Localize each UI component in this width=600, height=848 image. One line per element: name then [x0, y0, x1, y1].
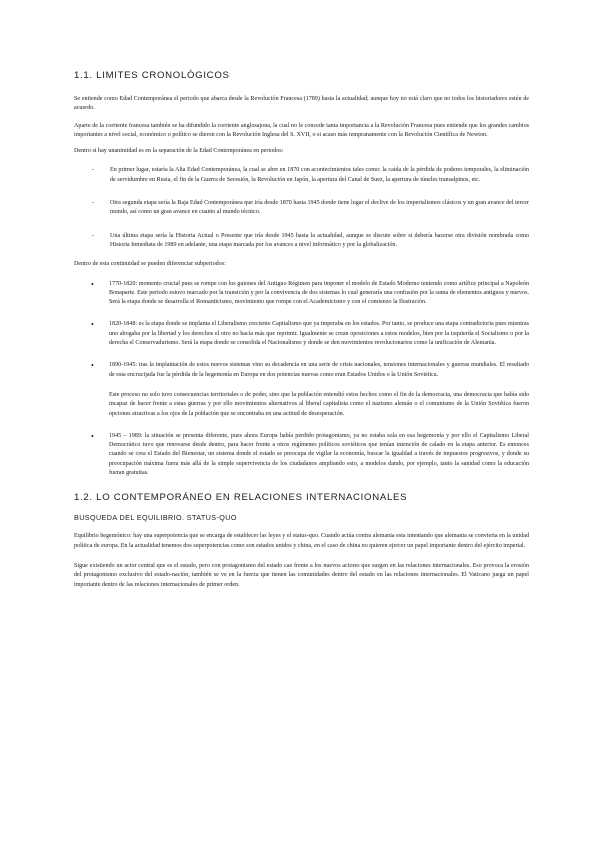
document-body — [74, 70, 529, 590]
list-item: • 1820-1848: es la etapa donde se implanta el Liberalismo creciente Capitalismo que ya imperaba en los estados. Por tanto, se produce una etapa contradictoria pues mientras uno abogaba por la libertad y los derechos el otro no hacía más que reprimir. Igualmente se crean oposiciones a estos modelos, bien por la izquierda el Socialismo o por la derecha el Conservadurismo. Será la etapa donde se consolida el Nacionalismo y donde se den movimientos revolucionarios como la unificación de Alemania. — [91, 320, 529, 347]
list-item: • 1945 – 1989: la situación se presenta diferente, pues ahora Europa había perdido protagonismo, ya no estaba sola en esa hegemonía y por ello el Capitalismo Liberal Democrático tuvo que renovarse desde dentro, para hacer frente a otros regímenes políticos soviéticos que tenían intención de calado en la etapa anterior. Es entonces cuando se crea el Estado del Bienestar, un sistema donde el estado se preocupa de vigilar la economía, buscar la igualdad a través de impuestos progresivos, y donde su preocupación máxima fuera más allá de la simple supervivencia de los ciudadanos ampliando esto, a modelos dando, por ejemplo, tanto la sanidad como la educación fueran gratuitas. — [91, 431, 529, 477]
list-item: • 1890-1945: tras la implantación de estos nuevos sistemas vino su decadencia en una serie de crisis nacionales, tensiones internacionales y guerras mundiales. El resultado de esta encrucijada fue la pérdida de la hegemonía en Europa en dos potencias nuevas como eran Estados Unidos o la Unión Soviética. — [91, 361, 529, 378]
subperiod-list — [74, 280, 529, 380]
paragraph: Aparte de la corriente francesa también se ha difundido la corriente anglosajona, la cual no le concede tanta importancia a la Revolución Francesa pues entiende que los grandes cambios importantes a nivel social, económico o político se dieron con la Revolución Inglesa del S. XVII, o si acaso más tempranamente con la Revolución Científica de Newton. — [74, 122, 529, 138]
paragraph: Equilibrio hegemónico: hay una superpotencia que se encarga de establecer las leyes y el status-quo. Cuando actúa contra alemania esta intentando que alemania se convierta en la unidad política de europa. En la actualidad tenemos dos superpotencias como son estados unidos y china, en el caso de china no quieren ejercer un papel importante dentro del ejército imperial. — [74, 533, 529, 549]
section-heading-contemporaneo: 1.2. LO CONTEMPORÁNEO EN RELACIONES INTERNACIONALES — [74, 492, 408, 504]
list-item: - Una última etapa sería la Historia Actual o Presente que iría desde 1945 hasta la actualidad, aunque se discute sobre si debería hacerse otra división nombrada como Historia Inmediata de 1989 en adelante, una etapa marcada por los avances a nivel informático y por la globalización. — [92, 232, 529, 248]
list-item: - En primer lugar, estaría la Alta Edad Contemporánea, la cual se abre en 1870 con acontecimientos tales como: la caída de la pérdida de poderes temporales, la eliminación de servidumbre en Rusia, el fin de la Guerra de Secesión, la Revolución en Japón, la apertura del Canal de Suez, la apertura de túneles transalpinos, etc. — [92, 167, 529, 183]
list-item: • 1770-1820: momento crucial pues se rompe con los guiones del Antiguo Régimen para imponer el modelo de Estado Moderno teniendo como artífice principal a Napoleón Bonaparte. Este periodo estuvo marcado por la transición y por la convivencia de dos sistemas lo cual generaría una confusión por la suma de elementos antiguos y nuevos. Será la etapa donde se desarrolla el Romanticismo, movimiento que rompe con el Academicismo y con el comienzo la Ilustración. — [91, 279, 529, 306]
list-item: - Otra segunda etapa sería la Baja Edad Contemporánea que iría desde 1870 hasta 1945 donde tiene lugar el declive de los imperialismos clásicos y un gran avance del tercer mundo, así como un gran avance en cuanto al mundo técnico. — [92, 200, 529, 216]
paragraph: Este proceso no solo tuvo consecuencias territoriales o de poder, sino que la población entendió estos hechos como el fin de la democracia, una democracia que había sido incapaz de hacer frente a estas guerras y por ello movimientos alternativos al liberal capitalista como el nazismo alemán o el comunismo de la Unión Soviética fueron opciones atractivas a los ojos de la población que se encontraba en una actitud de desesperación. — [109, 391, 529, 417]
section-heading-limites: 1.1. LIMITES CRONOLÓGICOS — [74, 70, 230, 81]
paragraph: Se entiende como Edad Contemporánea el periodo que abarca desde la Revolución Francesa (1789) hasta la actualidad; aunque hoy no está claro que no todos los historiadores estén de acuerdo. — [74, 96, 529, 112]
subheading-equilibrio: BUSQUEDA DEL EQUILIBRIO. STATUS-QUO — [74, 513, 237, 523]
paragraph: Dentro si hay unanimidad es en la separación de la Edad Contemporánea en periodos: — [74, 148, 284, 155]
subperiod-list-continued — [74, 432, 529, 478]
paragraph: Dentro de esta continuidad se pueden diferenciar subperiodos: — [74, 261, 226, 268]
paragraph: Sigue existiendo un actor central que es el estado, pero con protagonismo del estado cae frente a los nuevos actores que surgen en las relaciones internacionales. Eso provoca la erosión del protagonismo exclusivo del estado-nación, también se ve en la fuerza que tienen las comunidades dentro del estado en las relaciones internacionales. El Vaticano juega un papel importante dentro de las relaciones internacionales de primer orden. — [74, 562, 529, 588]
period-list — [74, 166, 529, 250]
